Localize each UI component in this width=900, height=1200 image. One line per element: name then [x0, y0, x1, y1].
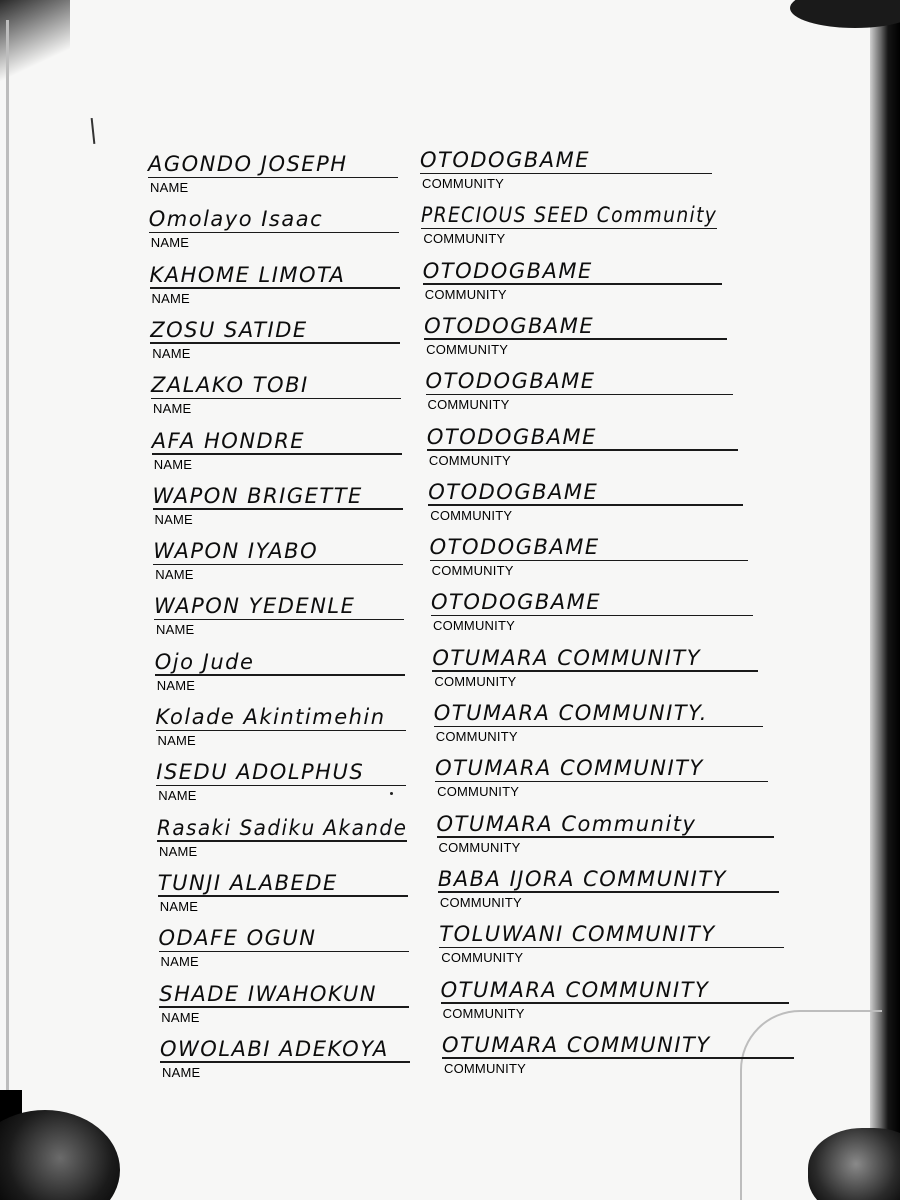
community-field	[422, 251, 723, 302]
community-caption: COMMUNITY	[431, 563, 514, 579]
community-caption: COMMUNITY	[433, 618, 515, 634]
name-caption: NAME	[151, 290, 190, 306]
name-caption: NAME	[152, 345, 191, 361]
handwritten-community: OTUMARA Community	[436, 811, 697, 836]
community-rule	[428, 504, 743, 506]
handwritten-name: ISEDU ADOLPHUS	[156, 760, 365, 785]
community-field	[442, 1025, 794, 1076]
handwritten-name: ODAFE OGUN	[158, 926, 317, 951]
handwritten-name: WAPON IYABO	[153, 539, 319, 564]
name-caption: NAME	[153, 401, 192, 417]
name-caption: NAME	[159, 898, 199, 914]
community-rule	[423, 283, 723, 285]
name-rule	[156, 785, 406, 787]
community-field	[433, 693, 764, 744]
community-field	[429, 527, 748, 579]
name-field	[153, 531, 403, 583]
name-caption: NAME	[160, 954, 199, 970]
handwritten-community: OTODOGBAME	[426, 424, 597, 449]
handwritten-name: Rasaki Sadiku Akande	[157, 815, 408, 840]
community-caption: COMMUNITY	[422, 176, 504, 191]
handwritten-community: OTODOGBAME	[428, 479, 599, 504]
community-rule	[430, 560, 748, 562]
handwritten-community: OTUMARA COMMUNITY.	[433, 701, 708, 725]
name-field	[156, 752, 406, 804]
community-rule	[442, 1057, 794, 1059]
community-caption: COMMUNITY	[426, 341, 509, 357]
handwritten-name: AGONDO JOSEPH	[148, 152, 348, 176]
community-rule	[431, 615, 753, 617]
name-caption: NAME	[159, 843, 198, 859]
community-rule	[424, 338, 727, 340]
community-caption: COMMUNITY	[424, 286, 507, 302]
handwritten-community: OTUMARA COMMUNITY	[435, 756, 704, 781]
handwritten-community: OTODOGBAME	[425, 369, 596, 394]
name-field	[152, 476, 403, 527]
community-field	[439, 914, 784, 966]
handwritten-name: Kolade Akintimehin	[155, 705, 386, 729]
name-rule	[148, 177, 398, 179]
name-rule	[159, 1006, 409, 1008]
name-field	[150, 310, 400, 361]
name-rule	[152, 453, 402, 455]
name-rule	[154, 619, 404, 621]
community-field	[437, 859, 779, 910]
name-caption: NAME	[156, 622, 195, 638]
name-rule	[160, 1061, 410, 1063]
name-field	[154, 586, 404, 638]
handwritten-name: WAPON YEDENLE	[154, 594, 356, 619]
handwritten-community: OTODOGBAME	[431, 590, 602, 615]
paper-edge	[6, 20, 9, 1100]
handwritten-community: TOLUWANI COMMUNITY	[439, 922, 716, 947]
pen-mark	[390, 792, 393, 795]
community-caption: COMMUNITY	[441, 950, 524, 966]
community-rule	[437, 836, 774, 838]
community-field	[424, 306, 727, 357]
community-caption: COMMUNITY	[437, 784, 520, 800]
name-field	[158, 918, 409, 970]
community-caption: COMMUNITY	[434, 673, 517, 689]
name-caption: NAME	[158, 788, 197, 804]
community-rule	[434, 726, 764, 728]
community-field	[428, 472, 743, 523]
name-field	[157, 808, 408, 859]
handwritten-community: OTUMARA COMMUNITY	[442, 1032, 711, 1057]
community-rule	[420, 173, 712, 175]
name-rule	[153, 564, 403, 566]
name-field	[160, 1029, 410, 1080]
handwritten-community: OTODOGBAME	[424, 313, 595, 338]
name-rule	[153, 508, 403, 510]
community-caption: COMMUNITY	[423, 231, 506, 247]
handwritten-community: OTUMARA COMMUNITY	[432, 645, 702, 670]
community-field	[432, 638, 758, 689]
community-caption: COMMUNITY	[444, 1060, 526, 1076]
name-rule	[150, 342, 400, 344]
community-rule	[426, 394, 733, 396]
name-rule	[151, 398, 401, 400]
community-field	[436, 804, 774, 855]
community-field	[426, 417, 738, 468]
community-caption: COMMUNITY	[427, 397, 510, 413]
handwritten-name: Omolayo Isaac	[148, 207, 324, 232]
name-caption: NAME	[150, 180, 189, 195]
name-rule	[157, 840, 407, 842]
name-field	[155, 697, 406, 748]
paper-curl	[790, 0, 900, 28]
community-caption: COMMUNITY	[435, 729, 518, 744]
scan-shadow	[0, 0, 70, 240]
name-rule	[156, 730, 406, 732]
thumb	[0, 1110, 120, 1200]
handwritten-community: BABA IJORA COMMUNITY	[437, 866, 728, 891]
name-field	[154, 642, 405, 693]
handwritten-community: PRECIOUS SEED Community	[421, 203, 718, 228]
name-field	[159, 974, 409, 1025]
community-field	[435, 748, 768, 800]
handwritten-community: OTODOGBAME	[420, 148, 591, 172]
name-field	[148, 144, 398, 195]
community-rule	[427, 449, 738, 451]
name-caption: NAME	[153, 456, 193, 472]
name-field	[157, 863, 408, 914]
name-rule	[155, 674, 405, 676]
handwritten-name: TUNJI ALABEDE	[157, 870, 338, 895]
handwritten-name: SHADE IWAHOKUN	[159, 981, 377, 1006]
name-rule	[149, 232, 399, 234]
community-rule	[435, 781, 768, 783]
name-field	[148, 199, 399, 251]
community-caption: COMMUNITY	[442, 1005, 525, 1021]
handwritten-community: OTODOGBAME	[429, 535, 600, 560]
name-rule	[158, 895, 408, 897]
name-field	[151, 421, 402, 472]
community-rule	[439, 947, 784, 949]
pen-mark	[91, 118, 95, 144]
name-caption: NAME	[162, 1064, 201, 1080]
community-caption: COMMUNITY	[430, 507, 513, 523]
name-rule	[159, 951, 409, 953]
handwritten-name: ZOSU SATIDE	[150, 317, 308, 342]
handwritten-community: OTUMARA COMMUNITY	[440, 977, 710, 1002]
name-caption: NAME	[156, 677, 196, 693]
name-rule	[150, 287, 400, 289]
handwritten-name: KAHOME LIMOTA	[149, 262, 346, 287]
handwritten-name: ZALAKO TOBI	[151, 373, 309, 398]
community-rule	[438, 891, 779, 893]
community-rule	[432, 670, 758, 672]
community-caption: COMMUNITY	[438, 839, 521, 855]
community-rule	[421, 228, 717, 230]
community-field	[421, 195, 718, 247]
handwritten-name: WAPON BRIGETTE	[152, 483, 363, 508]
name-caption: NAME	[155, 567, 194, 583]
name-field	[149, 255, 400, 306]
community-field	[425, 361, 733, 413]
name-caption: NAME	[157, 733, 196, 748]
name-field	[151, 365, 401, 417]
name-caption: NAME	[150, 235, 190, 251]
community-field	[440, 970, 789, 1021]
community-caption: COMMUNITY	[428, 452, 511, 468]
community-field	[420, 140, 712, 191]
handwritten-name: AFA HONDRE	[151, 428, 306, 453]
name-caption: NAME	[161, 1009, 200, 1025]
name-caption: NAME	[154, 511, 193, 527]
community-caption: COMMUNITY	[439, 894, 522, 910]
community-field	[431, 582, 753, 634]
handwritten-name: OWOLABI ADEKOYA	[160, 1036, 389, 1061]
handwritten-community: OTODOGBAME	[422, 258, 593, 283]
handwritten-name: Ojo Jude	[154, 649, 255, 674]
community-rule	[441, 1002, 789, 1004]
